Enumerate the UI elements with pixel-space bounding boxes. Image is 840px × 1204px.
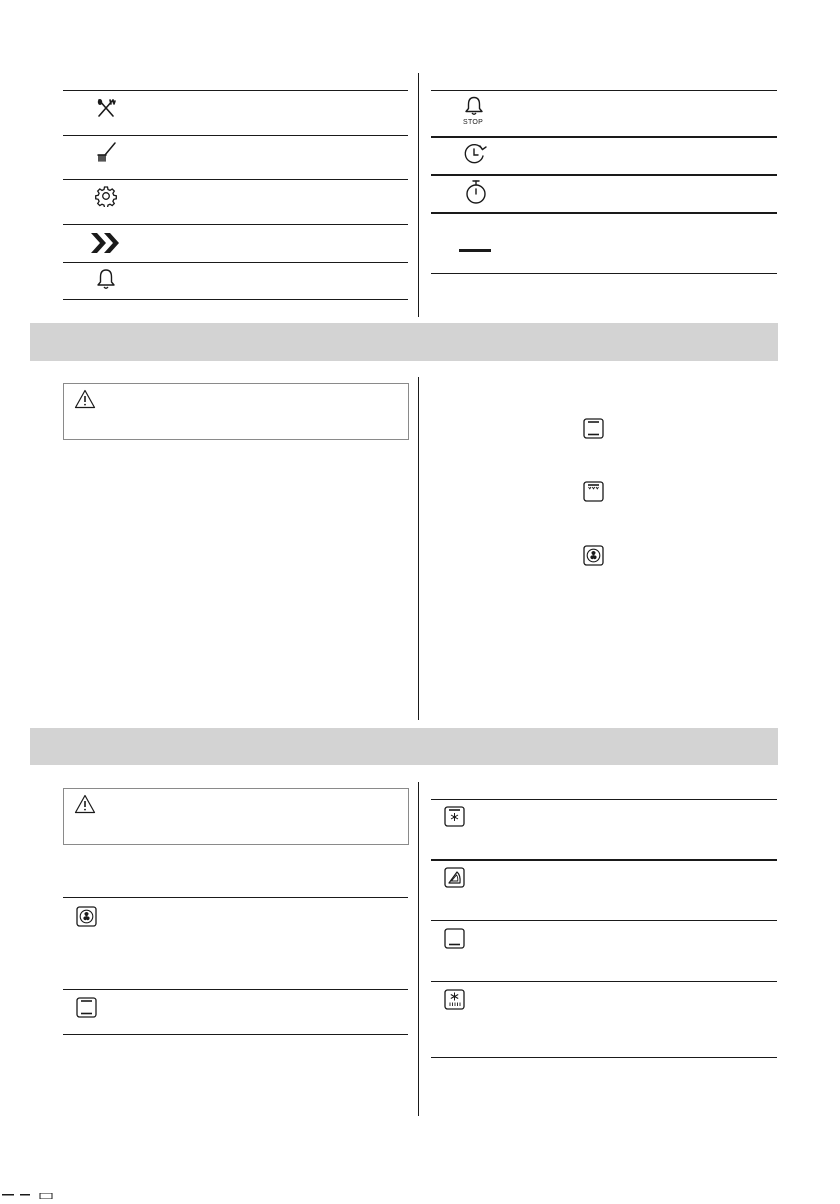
table-rule — [431, 1057, 777, 1058]
table-rule — [63, 989, 408, 990]
table-rule — [431, 136, 777, 138]
oven-conventional-icon — [583, 418, 604, 439]
page-footer-mark — [0, 1186, 56, 1192]
stopwatch-icon — [464, 179, 488, 205]
bell-stop-icon — [464, 96, 484, 116]
table-rule — [431, 273, 777, 274]
oven-frozen-icon — [444, 989, 465, 1010]
table-rule — [431, 90, 777, 91]
table-rule — [431, 174, 777, 176]
table-rule — [63, 1034, 408, 1035]
table-rule — [431, 859, 777, 861]
brush-icon — [95, 141, 117, 163]
bell-icon — [96, 268, 116, 290]
oven-top-heat-icon — [583, 481, 604, 502]
oven-pizza-icon — [444, 867, 465, 888]
table-rule — [63, 897, 408, 898]
stop-label: STOP — [463, 119, 484, 126]
table-rule — [431, 920, 777, 921]
gear-icon — [95, 185, 117, 207]
oven-fan-icon — [583, 545, 604, 566]
oven-defrost-grill-icon — [444, 806, 465, 827]
double-chevron-icon — [89, 231, 123, 255]
table-rule — [63, 179, 408, 180]
column-divider — [418, 73, 419, 317]
table-rule — [63, 90, 408, 91]
warning-box — [63, 788, 409, 845]
warning-box — [63, 383, 409, 440]
table-rule — [63, 262, 408, 263]
cutlery-icon — [95, 97, 117, 119]
section-heading-band — [30, 728, 778, 765]
table-rule — [431, 981, 777, 982]
column-divider — [418, 782, 419, 1116]
oven-fan-icon — [76, 906, 97, 927]
warning-triangle-icon — [74, 389, 96, 409]
oven-conventional-icon — [76, 997, 97, 1018]
table-rule — [63, 135, 408, 136]
table-rule — [63, 299, 408, 300]
oven-bottom-heat-icon — [444, 928, 465, 949]
section-heading-band — [30, 323, 778, 361]
table-rule — [431, 212, 777, 214]
warning-triangle-icon — [74, 794, 96, 814]
column-divider — [418, 377, 419, 720]
table-rule — [431, 799, 777, 800]
table-rule — [63, 224, 408, 225]
clock-rotate-icon — [463, 142, 489, 166]
dash-line-icon — [459, 249, 491, 252]
